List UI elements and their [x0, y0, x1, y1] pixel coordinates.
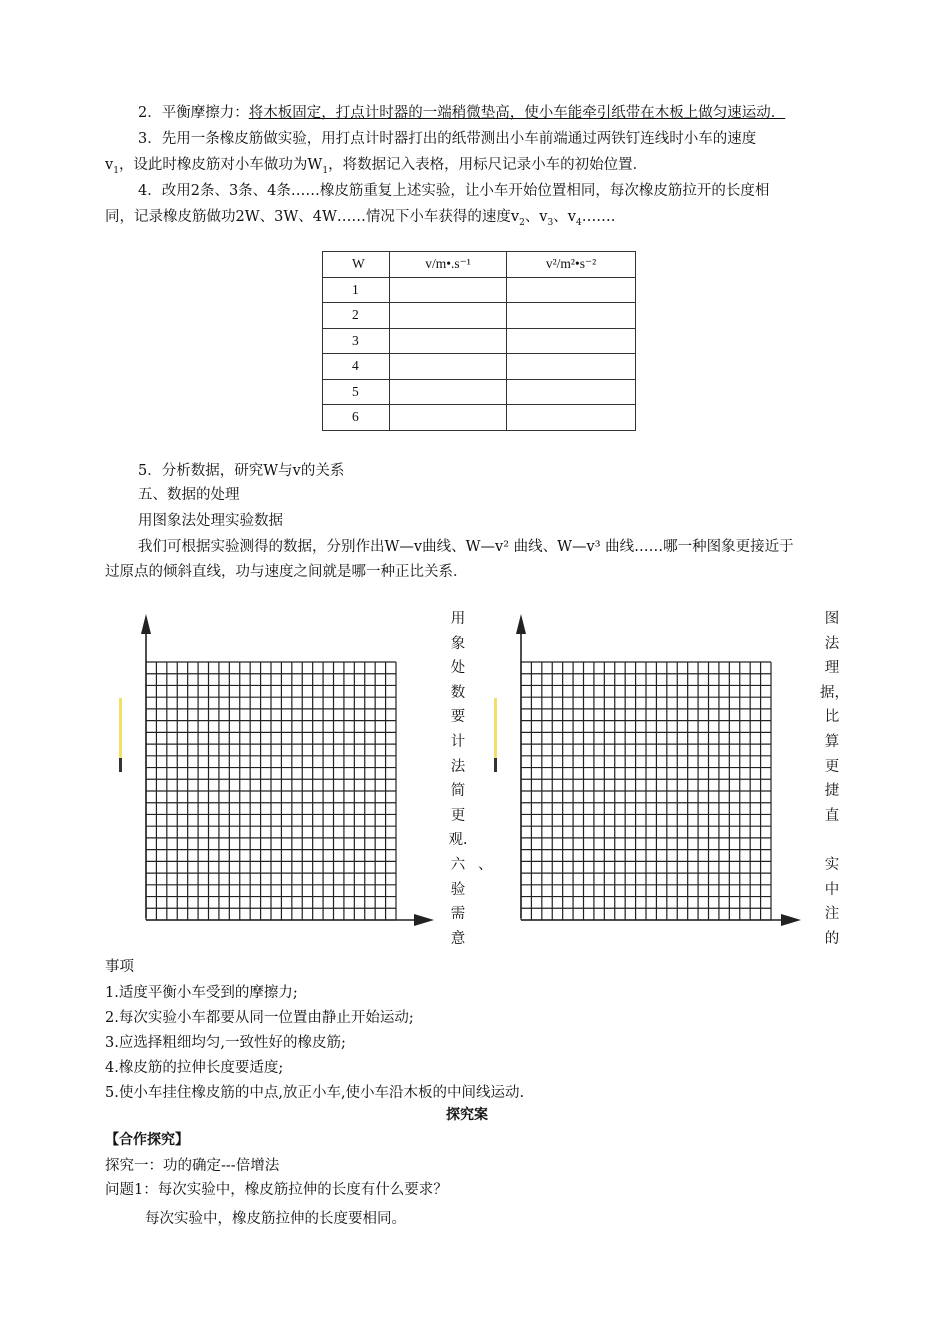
inquiry-sub1: 探究一：功的确定---倍增法	[105, 1158, 280, 1174]
decor-mark	[494, 698, 497, 760]
graph-left	[108, 608, 438, 930]
vertical-char: 理	[824, 660, 840, 677]
graph-right	[483, 608, 813, 930]
table-row: 1	[323, 277, 636, 303]
vertical-char: 法	[450, 758, 466, 775]
vertical-char	[820, 828, 844, 853]
vertical-char: 捷	[824, 783, 840, 800]
note-item: 2.每次实验小车都要从同一位置由静止开始运动;	[105, 1010, 414, 1026]
method-line: 用图象法处理实验数据	[138, 513, 283, 529]
vertical-char: 中	[824, 881, 840, 898]
vertical-char: 简	[450, 783, 466, 800]
header-v2: v²/m²•s⁻²	[507, 252, 636, 278]
decor-mark	[119, 698, 122, 760]
vertical-char: 直	[824, 807, 840, 824]
x-axis-arrow-icon	[781, 914, 801, 926]
vertical-char: 更	[450, 807, 466, 824]
step2: 2．平衡摩擦力：将木板固定，打点计时器的一端稍微垫高，使小车能牵引纸带在木板上做匀速运动．	[138, 105, 786, 121]
vertical-char: 注	[824, 906, 840, 923]
x-axis-arrow-icon	[414, 914, 434, 926]
vertical-char: 用	[450, 611, 466, 627]
header-w: W	[323, 252, 390, 278]
vertical-char: 据，	[820, 684, 849, 701]
graph-left-grid	[146, 662, 396, 920]
header-v: v/m•.s⁻¹	[390, 252, 507, 278]
vertical-char: 实	[824, 856, 840, 873]
note-item: 3.应选择粗细均匀,一致性好的橡皮筋;	[105, 1035, 346, 1051]
inquiry-section: 【合作探究】	[105, 1132, 189, 1148]
table-row: 4	[323, 354, 636, 380]
vertical-char: 的	[824, 930, 840, 947]
step3-line1: 3．先用一条橡皮筋做实验，用打点计时器打出的纸带测出小车前端通过两铁钉连线时小车的速度	[138, 131, 757, 147]
paragraph-line2: 过原点的倾斜直线，功与速度之间就是哪一种正比关系．	[105, 564, 468, 580]
table-row: 5	[323, 379, 636, 405]
section-5-heading: 五、数据的处理	[138, 487, 240, 503]
data-table	[322, 251, 636, 431]
vertical-char: 处	[450, 660, 466, 677]
vertical-char: 要	[450, 709, 466, 726]
inquiry-title: 探究案	[446, 1107, 488, 1123]
vertical-char: 更	[824, 758, 840, 775]
table-header-row	[323, 252, 636, 278]
graph-right-grid	[521, 662, 771, 920]
step4-line2: 同，记录橡皮筋做功2W、3W、4W……情况下小车获得的速度$v_2$、$v_3$、$v_4\dots\dots$.	[105, 209, 616, 228]
vertical-char: 法	[824, 635, 840, 652]
vertical-char: 六	[450, 856, 466, 873]
vertical-char: 需	[450, 906, 466, 923]
vertical-char: 象	[450, 635, 466, 652]
y-axis-arrow-icon	[141, 614, 151, 634]
vertical-char: 验	[450, 881, 466, 898]
decor-mark	[494, 758, 497, 772]
decor-mark	[119, 758, 122, 772]
vertical-char: 意	[450, 930, 466, 947]
note-item: 1.适度平衡小车受到的摩擦力;	[105, 985, 298, 1001]
vertical-text-left	[446, 607, 470, 951]
vertical-char: 比	[824, 709, 840, 726]
vertical-char: 算	[824, 733, 840, 750]
note-item: 5.使小车挂住橡皮筋的中点,放正小车,使小车沿木板的中间线运动.	[105, 1085, 525, 1101]
answer-1: 每次实验中，橡皮筋拉伸的长度要相同。	[145, 1211, 406, 1227]
table-row: 2	[323, 303, 636, 329]
vertical-mark: 、	[478, 857, 493, 873]
step3-line2: $v_1$，设此时橡皮筋对小车做功为$W_1$，将数据记入表格，用标尺记录小车的初始位置．	[105, 157, 648, 176]
paragraph-line1: 我们可根据实验测得的数据，分别作出W—v曲线、W—v² 曲线、W—v³ 曲线……哪一种图象更接近于	[138, 539, 794, 555]
y-axis-arrow-icon	[516, 614, 526, 634]
question-1: 问题1：每次实验中，橡皮筋拉伸的长度有什么要求？	[105, 1182, 448, 1198]
table-row: 3	[323, 328, 636, 354]
table-row: 6	[323, 405, 636, 431]
vertical-char: 计	[450, 733, 466, 750]
vertical-char: 图	[824, 611, 840, 627]
step4-line1: 4．改用2条、3条、4条……橡皮筋重复上述实验，让小车开始位置相同，每次橡皮筋拉开的长度相	[138, 183, 770, 199]
note-item: 4.橡皮筋的拉伸长度要适度;	[105, 1060, 284, 1076]
vertical-char: 观.	[448, 832, 468, 849]
vertical-char: 数	[450, 684, 466, 701]
vertical-text-right	[820, 607, 849, 951]
notes-heading: 事项	[105, 959, 134, 975]
step5: 5．分析数据，研究W与v的关系	[138, 463, 345, 479]
